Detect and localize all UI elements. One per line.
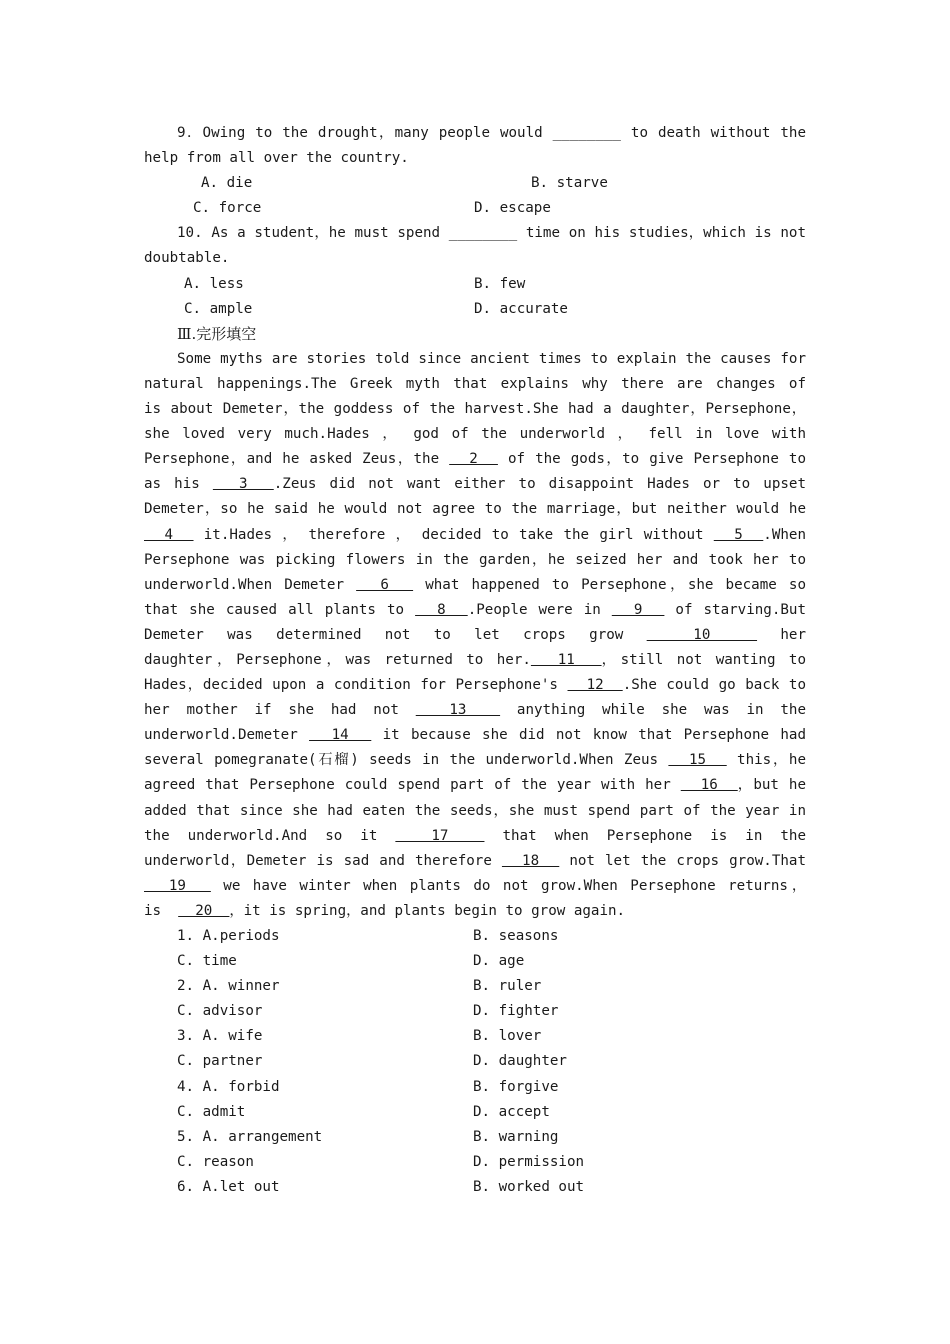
- cloze-option-row: [144, 974, 806, 999]
- cloze-option-left: C. reason: [177, 1153, 254, 1170]
- passage-line: several pomegranate(石榴) seeds in the underworld.When Zeus 15 this，he: [144, 752, 806, 769]
- cloze-option-right: D. permission: [473, 1153, 585, 1170]
- question-10-options-row-2: [144, 297, 806, 322]
- cloze-option-row: [144, 1049, 806, 1074]
- cloze-options: [144, 924, 806, 1200]
- cloze-option-row: [144, 1075, 806, 1100]
- passage-line: Persephone，and he asked Zeus，the 2 of the gods，to give Persephone to: [144, 451, 806, 468]
- question-9-line-2: help from all over the country.: [144, 150, 409, 167]
- question-10-line-2: doubtable.: [144, 250, 230, 267]
- passage-line: 4 it.Hades ， therefore ， decided to take the girl without 5 .When: [144, 526, 806, 543]
- cloze-option-left: 1. A.periods: [177, 928, 280, 944]
- cloze-option-right: B. lover: [473, 1028, 542, 1045]
- passage-line: is about Demeter，the goddess of the harvest.She had a daughter，Persephone，: [144, 401, 806, 418]
- cloze-option-right: B. ruler: [473, 978, 542, 995]
- option-a: A. less: [184, 275, 244, 292]
- blank-20: 20: [178, 902, 230, 919]
- passage-line: Some myths are stories told since ancient times to explain the causes for: [177, 350, 806, 367]
- question-10-options-row-1: [144, 272, 806, 297]
- passage-line: Demeter was determined not to let crops grow 10 her: [144, 626, 806, 643]
- cloze-option-row: [144, 949, 806, 974]
- passage-line: agreed that Persephone could spend part of the year with her 16 ，but he: [144, 777, 806, 794]
- blank-13: 13: [415, 702, 501, 719]
- option-c: C. ample: [184, 300, 253, 317]
- question-9-options-row-2: [144, 196, 806, 221]
- question-9-line-1: 9．Owing to the drought，many people would ________ to death without the: [177, 125, 806, 141]
- passage-line: Hades，decided upon a condition for Persephone's 12 .She could go back to: [144, 677, 806, 694]
- cloze-option-row: [144, 1175, 806, 1200]
- cloze-option-right: B. worked out: [473, 1178, 585, 1195]
- cloze-option-right: D. accept: [473, 1103, 550, 1120]
- cloze-option-row: [144, 1100, 806, 1125]
- cloze-option-left: C. time: [177, 953, 237, 970]
- option-d: D. escape: [474, 200, 551, 217]
- blank-11: 11: [530, 651, 602, 668]
- passage-line: that she caused all plants to 8 .People were in 9 of starving.But: [144, 601, 806, 618]
- option-a: A. die: [201, 175, 253, 192]
- cloze-option-left: 6. A.let out: [177, 1178, 280, 1195]
- cloze-option-right: D. daughter: [473, 1053, 567, 1070]
- blank-9: 9: [611, 601, 665, 618]
- blank-2: 2: [449, 451, 498, 468]
- cloze-option-left: 4. A. forbid: [177, 1078, 280, 1095]
- blank-8: 8: [415, 601, 468, 618]
- question-9-options-row-1: [144, 171, 806, 196]
- cloze-option-left: 5. A. arrangement: [177, 1128, 323, 1145]
- cloze-option-row: [144, 924, 806, 949]
- blank-15: 15: [668, 752, 727, 769]
- cloze-option-row: [144, 999, 806, 1024]
- blank-18: 18: [501, 852, 560, 869]
- cloze-option-left: C. advisor: [177, 1003, 263, 1020]
- cloze-option-left: 3. A. wife: [177, 1028, 263, 1045]
- blank-17: 17: [395, 827, 485, 844]
- passage-line: is 20 ，it is spring，and plants begin to grow again.: [144, 902, 626, 919]
- question-10-line-1: 10. As a student，he must spend ________ time on his studies，which is not: [177, 225, 806, 242]
- cloze-option-right: B. forgive: [473, 1078, 559, 1095]
- document-page: [144, 121, 806, 1200]
- cloze-option-right: D. age: [473, 953, 525, 970]
- option-b: B. starve: [531, 175, 608, 192]
- blank-6: 6: [356, 576, 414, 593]
- passage-line: the underworld.And so it 17 that when Persephone is in the: [144, 827, 806, 844]
- blank-4: 4: [144, 526, 194, 543]
- passage-line: natural happenings.The Greek myth that explains why there are changes of: [144, 375, 806, 392]
- blank-12: 12: [567, 677, 623, 694]
- passage-line: her mother if she had not 13 anything while she was in the: [144, 702, 806, 719]
- passage-line: underworld.When Demeter 6 what happened to Persephone，she became so: [144, 576, 806, 593]
- passage-line: daughter，Persephone，was returned to her. 11 ，still not wanting to: [144, 651, 806, 668]
- cloze-option-right: B. seasons: [473, 928, 559, 944]
- blank-19: 19: [144, 877, 211, 894]
- passage-line: she loved very much.Hades ， god of the underworld ， fell in love with: [144, 426, 806, 443]
- cloze-option-left: C. partner: [177, 1053, 263, 1070]
- blank-3: 3: [212, 476, 274, 493]
- passage-line: added that since she had eaten the seeds，she must spend part of the year in: [144, 802, 806, 819]
- passage-line: 19 we have winter when plants do not grow.When Persephone returns，: [144, 877, 806, 894]
- cloze-option-left: C. admit: [177, 1103, 246, 1120]
- cloze-option-right: B. warning: [473, 1128, 559, 1145]
- section-title: Ⅲ.完形填空: [177, 324, 257, 343]
- option-d: D. accurate: [474, 300, 568, 317]
- cloze-option-row: [144, 1125, 806, 1150]
- passage-line: as his 3 .Zeus did not want either to disappoint Hades or to upset: [144, 476, 806, 493]
- cloze-option-left: 2. A. winner: [177, 978, 280, 995]
- option-c: C. force: [193, 200, 262, 217]
- passage-line: underworld.Demeter 14 it because she did not know that Persephone had: [144, 727, 806, 744]
- passage-line: Demeter，so he said he would not agree to the marriage，but neither would he: [144, 501, 806, 518]
- cloze-option-right: D. fighter: [473, 1003, 559, 1020]
- option-b: B. few: [474, 275, 526, 292]
- cloze-option-row: [144, 1150, 806, 1175]
- blank-16: 16: [680, 777, 738, 794]
- passage-line: underworld，Demeter is sad and therefore 18 not let the crops grow.That: [144, 852, 806, 869]
- blank-14: 14: [309, 727, 372, 744]
- passage-line: Persephone was picking flowers in the garden，he seized her and took her to: [144, 551, 806, 568]
- blank-10: 10: [646, 626, 758, 643]
- blank-5: 5: [713, 526, 764, 543]
- cloze-option-row: [144, 1024, 806, 1049]
- cloze-passage: [144, 347, 806, 924]
